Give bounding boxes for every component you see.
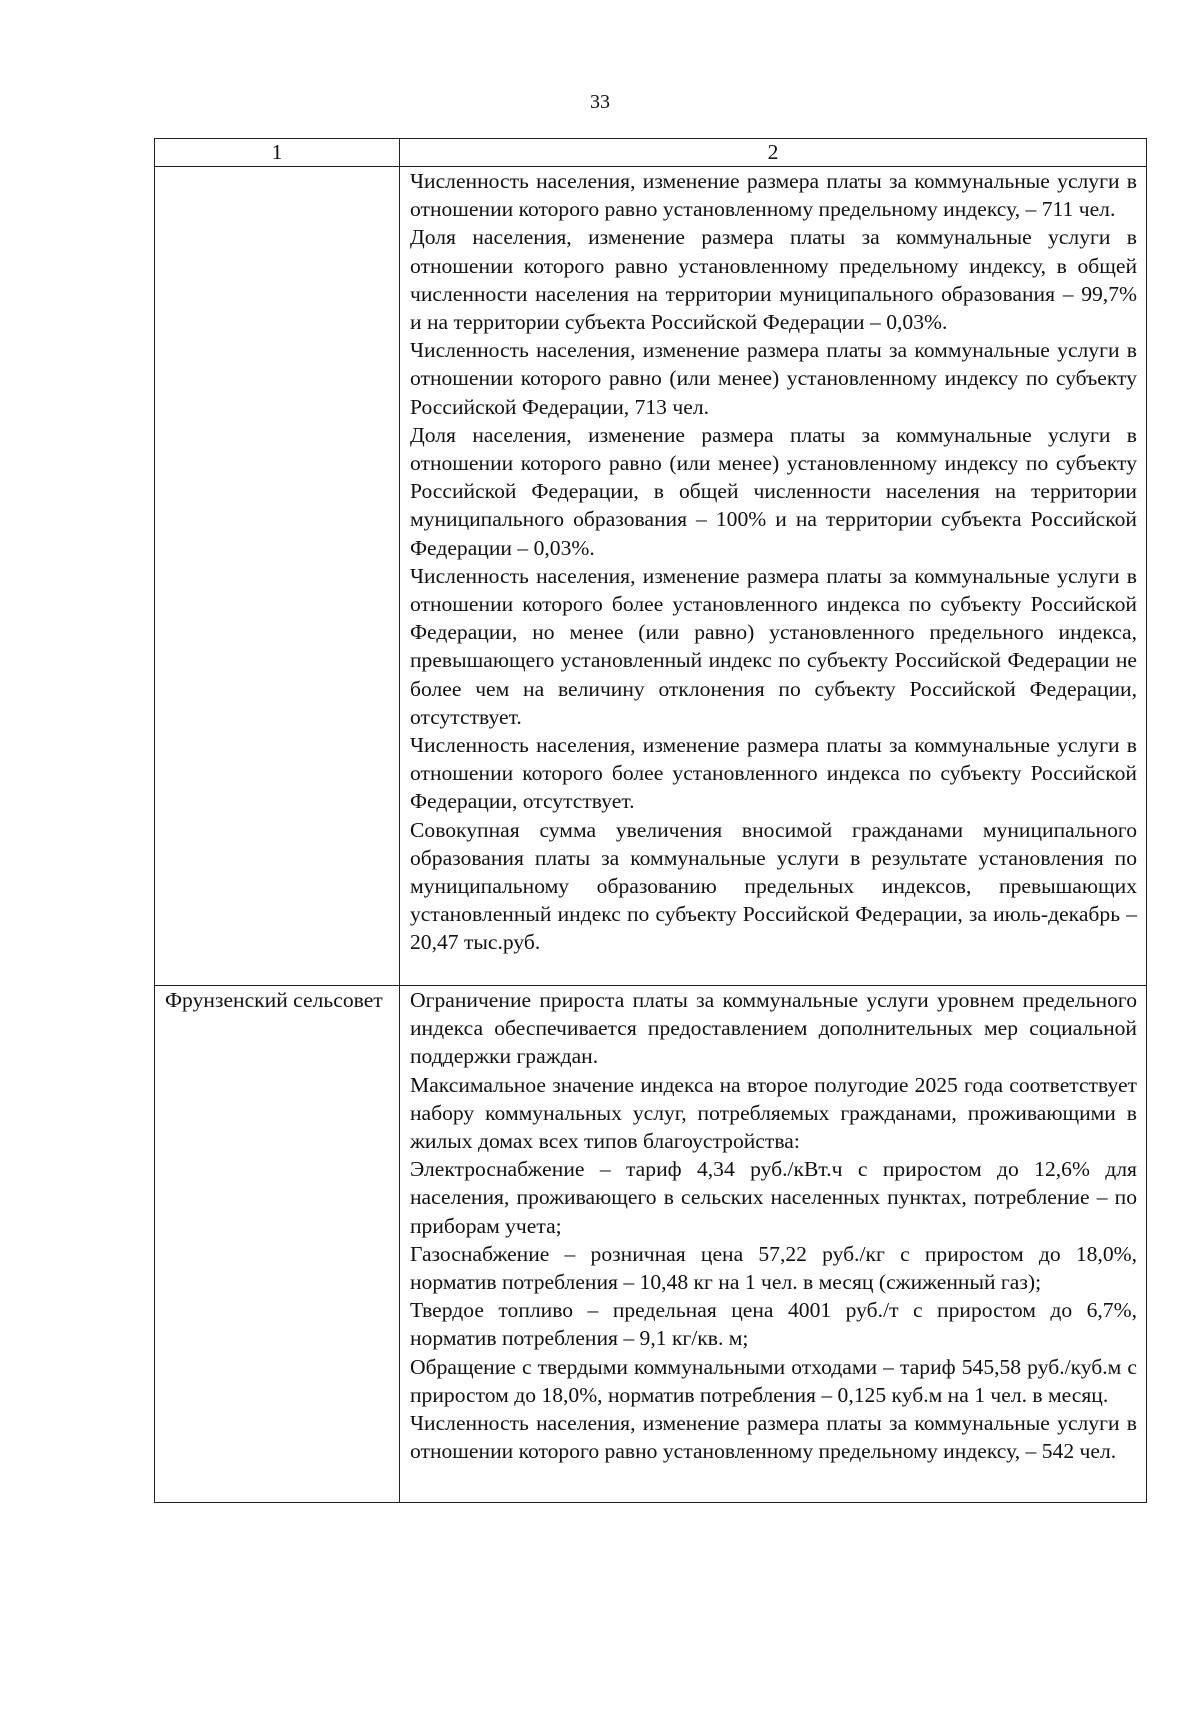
paragraph: Численность населения, изменение размера платы за коммунальные услуги в отношении которого равно (или менее) установленному индексу по субъекту Российской Федерации, 713 чел. <box>410 338 1137 419</box>
indicators-cell <box>400 986 1147 1503</box>
paragraph: Твердое топливо – предельная цена 4001 руб./т с приростом до 6,7%, норматив потребления – 9,1 кг/кв. м; <box>410 1298 1137 1351</box>
paragraph: Численность населения, изменение размера платы за коммунальные услуги в отношении которого равно установленному предельному индексу, – 711 чел. <box>410 169 1137 222</box>
municipality-name-cell <box>155 167 400 986</box>
municipality-name-cell: Фрунзенский сельсовет <box>155 986 400 1503</box>
page-number: 33 <box>590 91 610 113</box>
column-header-2: 2 <box>400 139 1147 167</box>
paragraph: Численность населения, изменение размера платы за коммунальные услуги в отношении которого более установленного индекса по субъекту Российской Федерации, но менее (или равно) установленного предельного индекса, превышающего установленный индекс по субъекту Российской Федерации не более чем на величину отклонения по субъекту Российской Федерации, отсутствует. <box>410 563 1137 729</box>
table-row <box>155 167 1147 986</box>
paragraph: Обращение с твердыми коммунальными отходами – тариф 545,58 руб./куб.м с приростом до 18,0%, норматив потребления – 0,125 куб.м на 1 чел. в месяц. <box>410 1354 1137 1407</box>
paragraph: Доля населения, изменение размера платы за коммунальные услуги в отношении которого равно установленному предельному индексу, в общей численности населения на территории муниципального образования – 99,7% и на территории субъекта Российской Федерации – 0,03%. <box>410 225 1137 335</box>
paragraph: Максимальное значение индекса на второе полугодие 2025 года соответствует набору коммунальных услуг, потребляемых гражданами, проживающими в жилых домах всех типов благоустройства: <box>410 1072 1137 1154</box>
table-row <box>155 986 1147 1503</box>
paragraph: Ограничение прироста платы за коммунальные услуги уровнем предельного индекса обеспечивается предоставлением дополнительных мер социальной поддержки граждан. <box>410 988 1137 1069</box>
municipal-index-table <box>154 138 1147 1503</box>
column-header-1: 1 <box>155 139 400 167</box>
paragraph: Численность населения, изменение размера платы за коммунальные услуги в отношении которого более установленного индекса по субъекту Российской Федерации, отсутствует. <box>410 733 1137 814</box>
paragraph: Электроснабжение – тариф 4,34 руб./кВт.ч с приростом до 12,6% для населения, проживающего в сельских населенных пунктах, потребление – по приборам учета; <box>410 1157 1137 1238</box>
paragraph: Совокупная сумма увеличения вносимой гражданами муниципального образования платы за коммунальные услуги в результате установления по муниципальному образованию предельных индексов, превышающих установленный индекс по субъекту Российской Федерации, за июль-декабрь – 20,47 тыс.руб. <box>410 817 1137 955</box>
table-header-row <box>155 139 1147 167</box>
paragraph: Доля населения, изменение размера платы за коммунальные услуги в отношении которого равно (или менее) установленному индексу по субъекту Российской Федерации, в общей численности населения на территории муниципального образования – 100% и на территории субъекта Российской Федерации – 0,03%. <box>410 422 1137 560</box>
paragraph: Газоснабжение – розничная цена 57,22 руб./кг с приростом до 18,0%, норматив потребления – 10,48 кг на 1 чел. в месяц (сжиженный газ); <box>410 1241 1137 1295</box>
indicators-cell <box>400 167 1147 986</box>
paragraph: Численность населения, изменение размера платы за коммунальные услуги в отношении которого равно установленному предельному индексу, – 542 чел. <box>410 1411 1137 1464</box>
